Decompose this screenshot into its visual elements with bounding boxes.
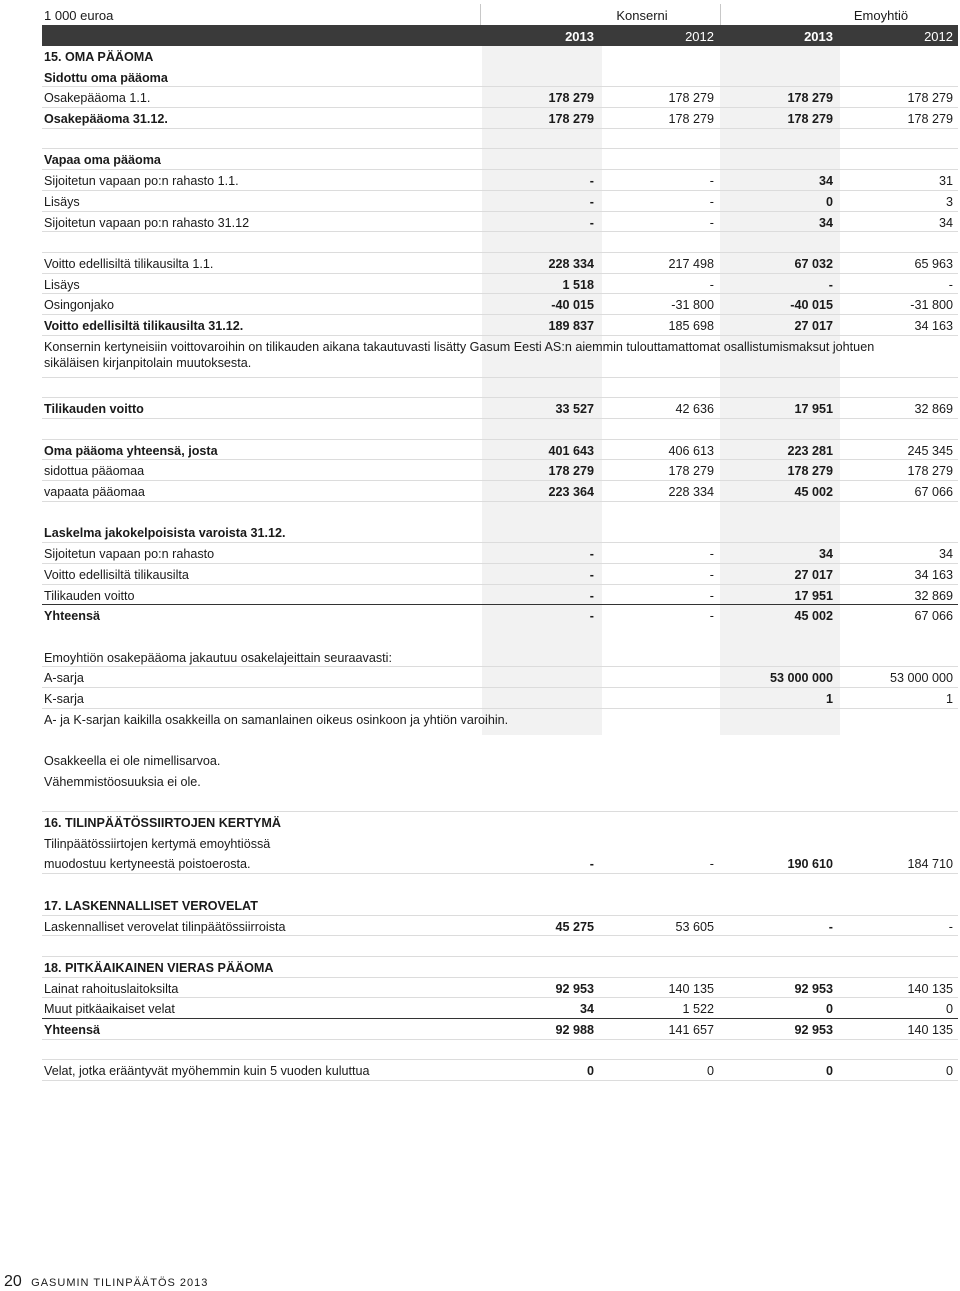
table-row: [42, 853, 958, 874]
table-body: [42, 46, 958, 1081]
row-value: 223 281: [787, 443, 833, 458]
row-value: -: [709, 567, 714, 582]
table-row: [42, 336, 958, 378]
row-value: 190 610: [787, 857, 833, 872]
row-value: 34 163: [914, 567, 953, 582]
table-row: [42, 729, 958, 750]
table-row: [42, 46, 958, 67]
row-value: 34: [938, 215, 953, 230]
row-label: 18. PITKÄAIKAINEN VIERAS PÄÄOMA: [44, 960, 274, 975]
table-row: [42, 916, 958, 937]
row-value: 178 279: [787, 464, 833, 479]
row-value: 32 869: [914, 402, 953, 417]
row-label: Osakepääoma 1.1.: [44, 91, 151, 106]
table-row: [42, 895, 958, 916]
page-footer: [4, 1273, 208, 1291]
row-value: 0: [825, 194, 833, 209]
row-label: Yhteensä: [44, 609, 100, 624]
row-value: 65 963: [914, 256, 953, 271]
row-value: 178 279: [668, 91, 714, 106]
table-row: [42, 294, 958, 315]
table-row: [42, 1019, 958, 1040]
table-row: [42, 149, 958, 170]
row-value: 406 613: [668, 443, 714, 458]
row-value: 17 951: [794, 588, 833, 603]
row-value: -: [828, 919, 833, 934]
row-value: -31 800: [910, 298, 953, 313]
row-value: 32 869: [914, 588, 953, 603]
year-emoyhtio-2012: 2012: [924, 29, 953, 44]
row-label: Laskennalliset verovelat tilinpäätössiirroista: [44, 919, 286, 934]
table-row: [42, 874, 958, 895]
row-value: -: [589, 174, 594, 189]
row-value: 178 279: [907, 464, 953, 479]
row-label: Osakkeella ei ole nimellisarvoa.: [44, 754, 221, 768]
row-label: Voitto edellisiltä tilikausilta 31.12.: [44, 318, 244, 333]
row-label: Voitto edellisiltä tilikausilta 1.1.: [44, 256, 214, 271]
row-value: 67 032: [794, 256, 833, 271]
row-value: 178 279: [787, 91, 833, 106]
row-value: -: [589, 194, 594, 209]
table-row: [42, 398, 958, 419]
row-label: 17. LASKENNALLISET VEROVELAT: [44, 898, 258, 913]
group-emoyhtio: Emoyhtiö: [853, 8, 909, 23]
table-row: [42, 936, 958, 957]
table-row: [42, 170, 958, 191]
year-bar: [42, 25, 958, 46]
row-value: -: [709, 588, 714, 603]
row-value: 178 279: [548, 112, 594, 127]
row-value: 34: [938, 547, 953, 562]
table-row: [42, 667, 958, 688]
row-value: -: [709, 609, 714, 624]
row-value: 92 953: [555, 981, 594, 996]
row-value: 34: [579, 1002, 594, 1017]
table-row: [42, 129, 958, 150]
row-label: Tilikauden voitto: [44, 402, 144, 417]
row-label: Lainat rahoituslaitoksilta: [44, 981, 179, 996]
row-value: 178 279: [907, 91, 953, 106]
row-value: 140 135: [907, 1022, 953, 1037]
table-row: [42, 1060, 958, 1081]
row-value: 53 000 000: [889, 671, 953, 686]
table-row: [42, 212, 958, 233]
table-row: [42, 502, 958, 523]
row-value: 1 518: [562, 277, 594, 292]
row-label: sidottua pääomaa: [44, 464, 145, 479]
row-label: Sijoitetun vapaan po:n rahasto 1.1.: [44, 174, 239, 189]
row-value: -: [709, 857, 714, 872]
row-value: 3: [945, 194, 953, 209]
row-label: Velat, jotka erääntyvät myöhemmin kuin 5 vuoden kuluttua: [44, 1064, 370, 1079]
row-value: 141 657: [668, 1022, 714, 1037]
row-value: -: [709, 174, 714, 189]
page-number: 20: [4, 1273, 22, 1290]
table-row: [42, 315, 958, 336]
group-konserni: Konserni: [616, 8, 668, 23]
row-label: Vähemmistöosuuksia ei ole.: [44, 774, 201, 789]
table-row: [42, 957, 958, 978]
row-value: 0: [945, 1002, 953, 1017]
row-value: 42 636: [675, 402, 714, 417]
row-value: 0: [706, 1064, 714, 1079]
table-header: [42, 4, 958, 25]
row-value: 0: [586, 1064, 594, 1079]
row-value: 53 000 000: [769, 671, 833, 686]
row-value: 189 837: [548, 318, 594, 333]
row-value: 33 527: [555, 402, 594, 417]
row-value: 178 279: [787, 112, 833, 127]
table-row: [42, 688, 958, 709]
unit-label: 1 000 euroa: [44, 8, 114, 23]
row-label: Osingonjako: [44, 298, 115, 313]
table-row: [42, 253, 958, 274]
row-value: 140 135: [907, 981, 953, 996]
table-row: [42, 750, 958, 771]
row-value: 34: [818, 174, 833, 189]
row-value: 178 279: [668, 112, 714, 127]
row-value: 178 279: [668, 464, 714, 479]
row-label: Laskelma jakokelpoisista varoista 31.12.: [44, 526, 286, 541]
row-value: -: [709, 277, 714, 292]
footer-title: GASUMIN TILINPÄÄTÖS 2013: [31, 1277, 209, 1289]
row-value: 1: [945, 691, 953, 706]
row-label: Voitto edellisiltä tilikausilta: [44, 567, 189, 582]
row-value: 31: [938, 174, 953, 189]
table-row: [42, 626, 958, 647]
table-row: [42, 522, 958, 543]
row-value: 178 279: [548, 91, 594, 106]
row-value: 53 605: [675, 919, 714, 934]
divider: [720, 4, 721, 25]
table-row: [42, 108, 958, 129]
table-row: [42, 191, 958, 212]
table-row: [42, 460, 958, 481]
table-row: [42, 1040, 958, 1061]
row-value: 0: [945, 1064, 953, 1079]
row-value: -: [589, 547, 594, 562]
row-label: Yhteensä: [44, 1022, 100, 1037]
table-row: [42, 481, 958, 502]
row-value: 178 279: [548, 464, 594, 479]
row-value: 245 345: [907, 443, 953, 458]
row-label: Emoyhtiön osakepääoma jakautuu osakelajeittain seuraavasti:: [44, 650, 392, 665]
table-row: [42, 543, 958, 564]
row-value: 1: [825, 691, 833, 706]
row-value: 17 951: [794, 402, 833, 417]
table-row: [42, 647, 958, 668]
row-value: -: [709, 547, 714, 562]
row-value: 228 334: [668, 485, 714, 500]
row-value: 223 364: [548, 485, 594, 500]
row-value: 401 643: [548, 443, 594, 458]
row-label: Osakepääoma 31.12.: [44, 112, 168, 127]
table-row: [42, 585, 958, 606]
row-label: A- ja K-sarjan kaikilla osakkeilla on samanlainen oikeus osinkoon ja yhtiön varoihin.: [44, 712, 509, 727]
row-value: -: [589, 567, 594, 582]
row-value: 92 988: [555, 1022, 594, 1037]
row-value: -: [948, 277, 953, 292]
row-label: Muut pitkäaikaiset velat: [44, 1002, 175, 1017]
row-value: 228 334: [548, 256, 594, 271]
row-value: 67 066: [914, 609, 953, 624]
row-value: 1 522: [682, 1002, 714, 1017]
row-value: -: [589, 609, 594, 624]
row-value: 27 017: [794, 567, 833, 582]
row-label: Sijoitetun vapaan po:n rahasto 31.12: [44, 215, 250, 230]
row-value: 217 498: [668, 256, 714, 271]
row-value: 178 279: [907, 112, 953, 127]
row-value: -: [948, 919, 953, 934]
table-row: [42, 378, 958, 399]
row-value: -40 015: [790, 298, 833, 313]
table-row: [42, 833, 958, 854]
row-value: 45 002: [794, 485, 833, 500]
table-row: [42, 771, 958, 792]
row-label: K-sarja: [44, 691, 84, 706]
row-label: Sijoitetun vapaan po:n rahasto: [44, 547, 215, 562]
row-label: vapaata pääomaa: [44, 485, 145, 500]
row-label: 15. OMA PÄÄOMA: [44, 50, 154, 64]
row-value: 185 698: [668, 318, 714, 333]
table-row: [42, 419, 958, 440]
row-value: 140 135: [668, 981, 714, 996]
row-value: 0: [825, 1002, 833, 1017]
table-row: [42, 709, 958, 730]
row-label: Lisäys: [44, 277, 80, 292]
row-value: -: [828, 277, 833, 292]
table-row: [42, 440, 958, 461]
table-row: [42, 605, 958, 626]
row-label: Lisäys: [44, 194, 80, 209]
row-value: 34 163: [914, 318, 953, 333]
table-row: [42, 274, 958, 295]
row-value: -: [589, 588, 594, 603]
row-value: 92 953: [794, 1022, 833, 1037]
divider: [480, 4, 481, 25]
year-konserni-2013: 2013: [565, 29, 594, 44]
table-row: [42, 791, 958, 812]
table-row: [42, 232, 958, 253]
table-row: [42, 564, 958, 585]
row-value: 92 953: [794, 981, 833, 996]
year-emoyhtio-2013: 2013: [804, 29, 833, 44]
row-value: 27 017: [794, 318, 833, 333]
row-value: 45 275: [555, 919, 594, 934]
row-label: Tilinpäätössiirtojen kertymä emoyhtiössä: [44, 836, 271, 851]
year-konserni-2012: 2012: [685, 29, 714, 44]
table-row: [42, 67, 958, 88]
row-label: Sidottu oma pääoma: [44, 70, 168, 85]
table-row: [42, 812, 958, 833]
row-label: Tilikauden voitto: [44, 588, 135, 603]
row-value: -: [589, 857, 594, 872]
row-value: 34: [818, 547, 833, 562]
row-value: -: [589, 215, 594, 230]
row-value: 45 002: [794, 609, 833, 624]
row-label: muodostuu kertyneestä poistoerosta.: [44, 857, 251, 872]
row-value: 0: [825, 1064, 833, 1079]
row-label: A-sarja: [44, 671, 84, 686]
table-row: [42, 87, 958, 108]
row-value: -: [709, 215, 714, 230]
row-value: 34: [818, 215, 833, 230]
row-label: Konsernin kertyneisiin voittovaroihin on tilikauden aikana takautuvasti lisätty Gasum Eesti AS:n aiemmin tulouttamattomat osallistumismaksut johtuen sikäläisen kirjanpitolain muutoksesta.: [44, 339, 875, 370]
row-value: -40 015: [551, 298, 594, 313]
table-row: [42, 978, 958, 999]
row-value: 184 710: [907, 857, 953, 872]
row-label: Oma pääoma yhteensä, josta: [44, 443, 218, 458]
row-value: -: [709, 194, 714, 209]
row-value: -31 800: [671, 298, 714, 313]
row-label: 16. TILINPÄÄTÖSSIIRTOJEN KERTYMÄ: [44, 816, 281, 831]
row-label: Vapaa oma pääoma: [44, 153, 161, 168]
table-row: [42, 998, 958, 1019]
row-value: 67 066: [914, 485, 953, 500]
